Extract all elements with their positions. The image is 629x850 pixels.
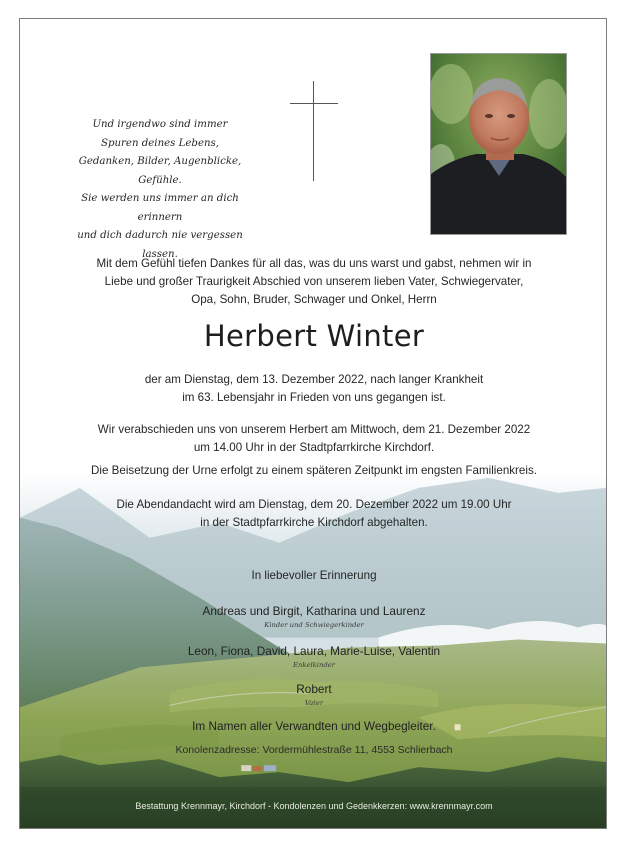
intro-text bbox=[50, 255, 578, 308]
mourner-father: Robert bbox=[296, 682, 332, 696]
obituary-content bbox=[20, 19, 606, 828]
cross-icon bbox=[290, 81, 338, 181]
mourner-grandchildren: Leon, Fiona, David, Laura, Marie-Luise, Valentin bbox=[187, 644, 441, 658]
intro-line: Opa, Sohn, Bruder, Schwager und Onkel, Herrn bbox=[191, 292, 437, 306]
farewell-line: Wir verabschieden uns von unserem Herbert am Mittwoch, dem 21. Dezember 2022 bbox=[97, 423, 531, 436]
death-notice-line: der am Dienstag, dem 13. Dezember 2022, nach langer Krankheit bbox=[144, 373, 484, 386]
farewell-notice bbox=[40, 421, 588, 456]
condolence-address: Konolenzadresse: Vordermühlestraße 11, 4553 Schlierbach bbox=[175, 744, 453, 756]
deceased-name: Herbert Winter bbox=[203, 319, 425, 353]
evening-service-line: in der Stadtpfarrkirche Kirchdorf abgehalten. bbox=[200, 515, 428, 529]
evening-service-line: Die Abendandacht wird am Dienstag, dem 20. Dezember 2022 um 19.00 Uhr bbox=[116, 498, 512, 511]
burial-notice: Die Beisetzung der Urne erfolgt zu einem späteren Zeitpunkt im engsten Familienkreis. bbox=[91, 464, 537, 477]
poem-line: Gedanken, Bilder, Augenblicke, Gefühle. bbox=[78, 156, 242, 186]
mourner-grandchildren-role: Enkelkinder bbox=[293, 661, 335, 669]
poem-line: und dich dadurch nie vergessen lassen. bbox=[77, 230, 243, 260]
farewell-line: um 14.00 Uhr in der Stadtpfarrkirche Kirchdorf. bbox=[193, 440, 435, 454]
footer-funeral-home: Bestattung Krennmayr, Kirchdorf - Kondolenzen und Gedenkkerzen: www.krennmayr.com bbox=[135, 801, 493, 811]
intro-line: Liebe und großer Traurigkeit Abschied von unserem lieben Vater, Schwiegervater, bbox=[104, 274, 524, 288]
poem-line: Und irgendwo sind immer bbox=[92, 119, 228, 130]
poem bbox=[60, 116, 260, 264]
mourner-children: Andreas und Birgit, Katharina und Laurenz bbox=[202, 604, 426, 618]
poem-line: Spuren deines Lebens, bbox=[101, 137, 219, 149]
poem-line: Sie werden uns immer an dich erinnern bbox=[81, 193, 239, 223]
death-notice bbox=[40, 371, 588, 406]
obituary-card bbox=[19, 18, 607, 829]
remembrance-heading: In liebevoller Erinnerung bbox=[251, 569, 377, 582]
death-notice-line: im 63. Lebensjahr in Frieden von uns gegangen ist. bbox=[182, 390, 446, 404]
portrait-photo bbox=[430, 53, 567, 235]
mourner-father-role: Vater bbox=[304, 699, 324, 707]
portrait-image bbox=[431, 54, 567, 235]
evening-service bbox=[40, 496, 588, 531]
intro-line: Mit dem Gefühl tiefen Dankes für all das, was du uns warst und gabst, nehmen wir in bbox=[96, 257, 532, 270]
mourner-children-role: Kinder und Schwiegerkinder bbox=[264, 621, 364, 629]
on-behalf-line: Im Namen aller Verwandten und Wegbegleiter. bbox=[192, 719, 436, 733]
